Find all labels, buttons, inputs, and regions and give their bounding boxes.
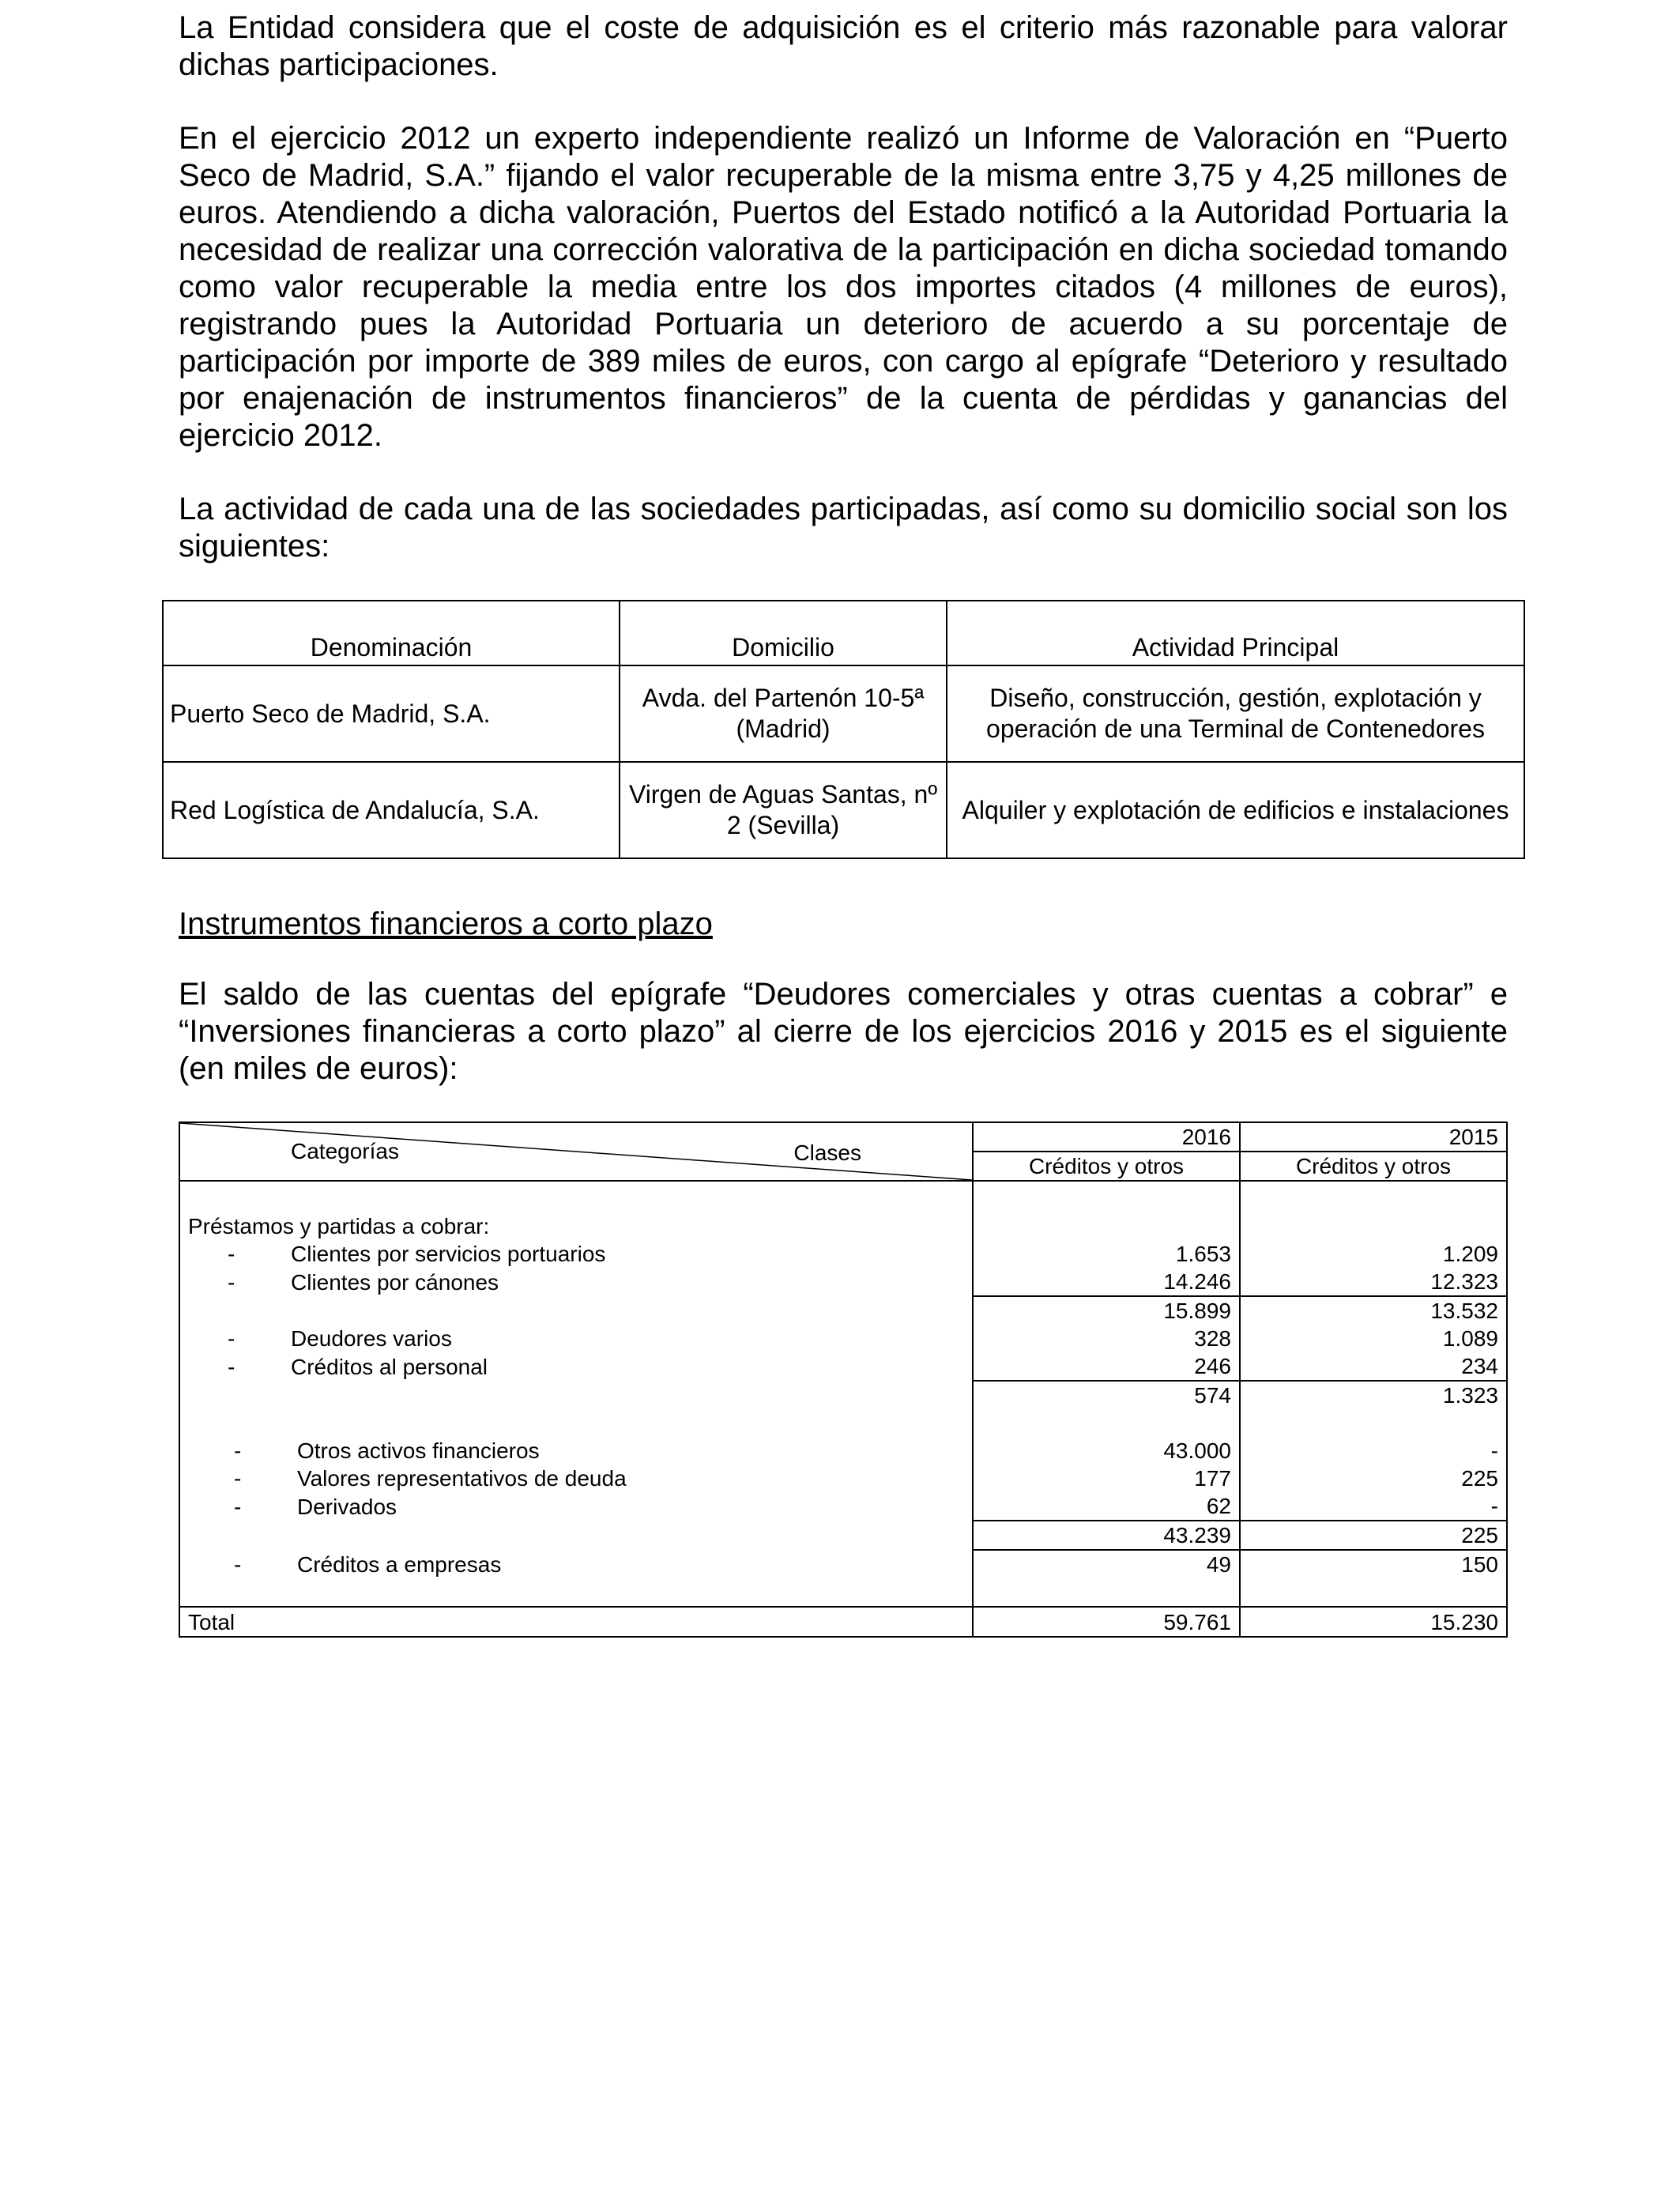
company-name: Puerto Seco de Madrid, S.A. xyxy=(163,665,620,762)
value-2015: 12.323 xyxy=(1240,1268,1507,1296)
value-2016: 43.000 xyxy=(973,1437,1240,1465)
table-row xyxy=(163,665,1524,762)
total-row xyxy=(179,1607,1507,1637)
value-2016: 177 xyxy=(973,1465,1240,1492)
row-label-cell xyxy=(179,1521,973,1550)
sub-header-2015: Créditos y otros xyxy=(1240,1152,1507,1181)
row-label: Clientes por cánones xyxy=(291,1270,499,1295)
spacer-row xyxy=(179,1578,1507,1607)
row-label: Créditos al personal xyxy=(291,1355,488,1379)
company-activity: Alquiler y explotación de edificios e instalaciones xyxy=(947,762,1524,858)
company-name: Red Logística de Andalucía, S.A. xyxy=(163,762,620,858)
value-2016: 49 xyxy=(973,1550,1240,1578)
company-address: Avda. del Partenón 10-5ª (Madrid) xyxy=(620,665,947,762)
row-label-cell xyxy=(179,1240,973,1268)
value-2016: 14.246 xyxy=(973,1268,1240,1296)
value-2016: 62 xyxy=(973,1492,1240,1521)
header-domicilio: Domicilio xyxy=(620,601,947,665)
row-label-cell xyxy=(179,1465,973,1492)
paragraph-valuation-report: En el ejercicio 2012 un experto independiente realizó un Informe de Valoración en “Puerto Seco de Madrid, S.A.” fijando el valor recuperable de la misma entre 3,75 y 4,25 millones de euros. Atendiendo a dicha valoración, Puertos del Estado notificó a la Autoridad Portuaria la necesidad de realizar una corrección valorativa de la participación en dicha sociedad tomando como valor recuperable la media entre los dos importes citados (4 millones de euros), registrando pues la Autoridad Portuaria un deterioro de acuerdo a su porcentaje de participación por importe de 389 miles de euros, con cargo al epígrafe “Deterioro y resultado por enajenación de instrumentos financieros” de la cuenta de pérdidas y ganancias del ejercicio 2012. xyxy=(179,121,1508,453)
spacer-row xyxy=(179,1181,1507,1212)
table-row xyxy=(179,1492,1507,1521)
value-2016: 43.239 xyxy=(973,1521,1240,1550)
total-2016: 59.761 xyxy=(973,1607,1240,1637)
value-2015: 225 xyxy=(1240,1521,1507,1550)
header-actividad: Actividad Principal xyxy=(947,601,1524,665)
row-dash: - xyxy=(234,1438,242,1463)
row-label-cell xyxy=(179,1381,973,1409)
company-address: Virgen de Aguas Santas, nº 2 (Sevilla) xyxy=(620,762,947,858)
row-label: Deudores varios xyxy=(291,1326,452,1351)
row-label-cell xyxy=(179,1550,973,1578)
header-denominacion: Denominación xyxy=(163,601,620,665)
paragraph-activity-intro: La actividad de cada una de las sociedades participadas, así como su domicilio social son los siguientes: xyxy=(179,492,1508,564)
total-2015: 15.230 xyxy=(1240,1607,1507,1637)
year-2016: 2016 xyxy=(973,1122,1240,1152)
value-2015: - xyxy=(1240,1437,1507,1465)
categories-classes-header xyxy=(179,1122,973,1181)
section-heading: Instrumentos financieros a corto plazo xyxy=(179,907,713,941)
table-row xyxy=(179,1465,1507,1492)
clases-label: Clases xyxy=(793,1140,861,1165)
row-label-cell xyxy=(179,1352,973,1381)
value-2015: 150 xyxy=(1240,1550,1507,1578)
row-label-cell xyxy=(179,1437,973,1465)
total-label: Total xyxy=(179,1607,973,1637)
table-row xyxy=(179,1240,1507,1268)
row-label: Créditos a empresas xyxy=(297,1552,502,1577)
row-label-cell xyxy=(179,1492,973,1521)
row-label-cell xyxy=(179,1268,973,1296)
row-label: Clientes por servicios portuarios xyxy=(291,1242,606,1266)
row-dash: - xyxy=(234,1466,242,1491)
value-2015: 1.323 xyxy=(1240,1381,1507,1409)
table-row xyxy=(179,1268,1507,1296)
year-2015: 2015 xyxy=(1240,1122,1507,1152)
value-2016: 15.899 xyxy=(973,1296,1240,1325)
paragraph-valuation-criterion: La Entidad considera que el coste de adquisición es el criterio más razonable para valorar dichas participaciones. xyxy=(179,10,1508,82)
financial-instruments-table xyxy=(179,1122,1508,1638)
row-label: Derivados xyxy=(297,1495,397,1519)
spacer-row xyxy=(179,1409,1507,1437)
row-dash: - xyxy=(228,1242,235,1266)
row-dash: - xyxy=(234,1495,242,1519)
row-dash: - xyxy=(234,1552,242,1577)
table-row xyxy=(179,1521,1507,1550)
value-2015: 234 xyxy=(1240,1352,1507,1381)
table-row xyxy=(163,762,1524,858)
table-row xyxy=(179,1325,1507,1352)
section-title-row xyxy=(179,1212,1507,1240)
table-row xyxy=(179,1381,1507,1409)
value-2016: 246 xyxy=(973,1352,1240,1381)
table-row xyxy=(179,1352,1507,1381)
paragraph-balance-intro: El saldo de las cuentas del epígrafe “Deudores comerciales y otras cuentas a cobrar” e “Inversiones financieras a corto plazo” al cierre de los ejercicios 2016 y 2015 es el siguiente (en miles de euros): xyxy=(179,977,1508,1086)
section-title: Préstamos y partidas a cobrar: xyxy=(179,1212,973,1240)
value-2016: 1.653 xyxy=(973,1240,1240,1268)
value-2015: 1.089 xyxy=(1240,1325,1507,1352)
row-dash: - xyxy=(228,1326,235,1351)
companies-table xyxy=(162,600,1525,859)
value-2015: 1.209 xyxy=(1240,1240,1507,1268)
sub-header-2016: Créditos y otros xyxy=(973,1152,1240,1181)
row-label-cell xyxy=(179,1296,973,1325)
table-row xyxy=(179,1296,1507,1325)
row-dash: - xyxy=(228,1270,235,1295)
categorias-label: Categorías xyxy=(291,1139,399,1163)
value-2015: - xyxy=(1240,1492,1507,1521)
row-label-cell xyxy=(179,1325,973,1352)
table-row xyxy=(179,1437,1507,1465)
value-2015: 13.532 xyxy=(1240,1296,1507,1325)
companies-header-row xyxy=(163,601,1524,665)
value-2015: 225 xyxy=(1240,1465,1507,1492)
value-2016: 574 xyxy=(973,1381,1240,1409)
row-dash: - xyxy=(228,1355,235,1379)
company-activity: Diseño, construcción, gestión, explotación y operación de una Terminal de Contenedores xyxy=(947,665,1524,762)
table-row xyxy=(179,1550,1507,1578)
value-2016: 328 xyxy=(973,1325,1240,1352)
header-row-years xyxy=(179,1122,1507,1152)
row-label: Otros activos financieros xyxy=(297,1438,540,1463)
row-label: Valores representativos de deuda xyxy=(297,1466,627,1491)
